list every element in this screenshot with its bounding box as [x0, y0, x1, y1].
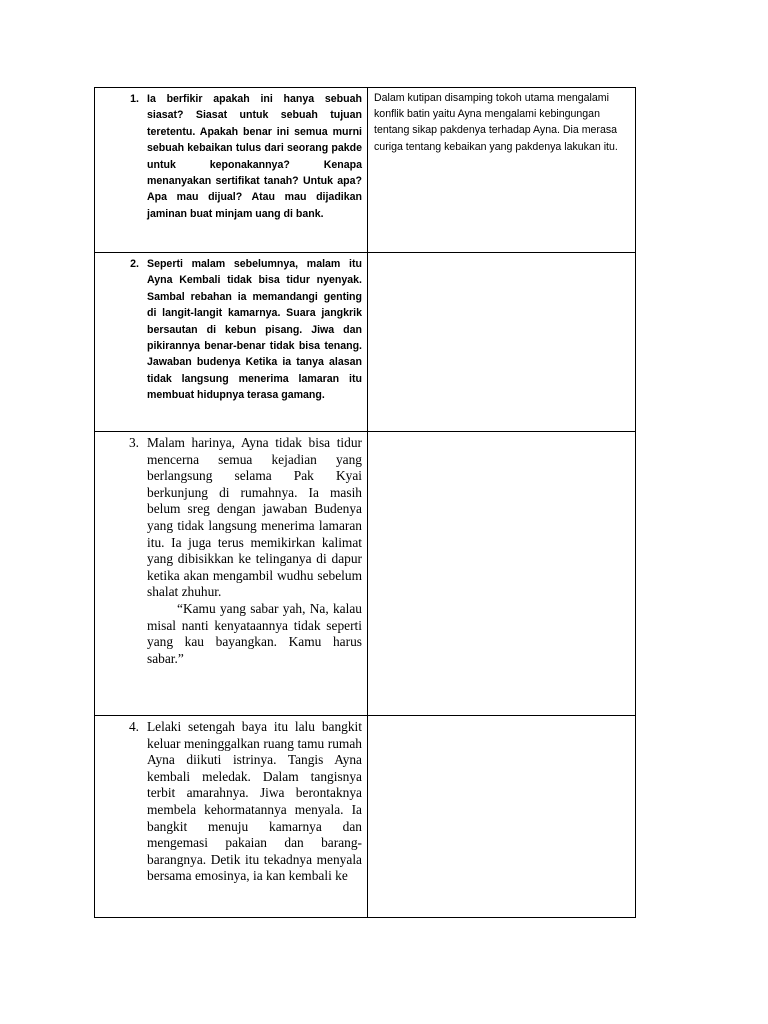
table-row: [95, 716, 636, 918]
excerpt-cell: [95, 253, 368, 432]
analysis-cell: [368, 432, 636, 716]
analysis-text: [368, 716, 635, 718]
excerpt-text-block: [147, 432, 362, 667]
excerpt-cell: [95, 716, 368, 918]
analysis-cell: [368, 88, 636, 253]
table-row: [95, 253, 636, 432]
analysis-text: Dalam kutipan disamping tokoh utama mengalami konflik batin yaitu Ayna mengalami kebingungan tentang sikap pakdenya terhadap Ayna. Dia merasa curiga tentang kebaikan yang pakdenya lakukan itu.: [374, 92, 618, 153]
excerpt-text: Lelaki setengah baya itu lalu bangkit keluar meninggalkan ruang tamu rumah Ayna diikuti istrinya. Tangis Ayna kembali meledak. Dalam tangisnya terbit amarahnya. Jiwa berontaknya membela kehormatannya menyala. Ia bangkit menuju kamarnya dan mengemasi pakaian dan barang-barangnya. Detik itu tekadnya menyala bersama emosinya, ia kan kembali ke: [147, 719, 362, 884]
row-number: 4.: [128, 719, 139, 734]
excerpt-text: Seperti malam sebelumnya, malam itu Ayna Kembali tidak bisa tidur nyenyak. Sambal rebahan ia memandangi genting di langit-langit kamarnya. Suara jangkrik bersautan di kebun pisang. Jiwa dan pikirannya benar-benar tidak bisa tenang. Jawaban budenya Ketika ia tanya alasan tidak langsung menerima lamaran itu membuat hidupnya terasa gamang.: [147, 258, 362, 402]
table-row: [95, 88, 636, 253]
excerpt-quote: “Kamu yang sabar yah, Na, kalau misal nanti kenyataannya tidak seperti yang kau bayangkan. Kamu harus sabar.”: [147, 600, 362, 666]
excerpt-cell: [95, 432, 368, 716]
row-number: 1.: [130, 93, 139, 105]
excerpt-text: Ia berfikir apakah ini hanya sebuah siasat? Siasat untuk sebuah tujuan teretentu. Apakah benar ini semua murni sebuah kebaikan tulus dari seorang pakde untuk keponakannya? Kenapa menanyakan sertifikat tanah? Untuk apa? Apa mau dijual? Atau mau dijadikan jaminan buat minjam uang di bank.: [147, 93, 362, 220]
row-number: 3.: [128, 435, 139, 450]
analysis-cell: [368, 716, 636, 918]
analysis-text: [368, 432, 635, 434]
analysis-table: [94, 87, 636, 918]
analysis-text: [368, 253, 635, 255]
excerpt-cell: [95, 88, 368, 253]
row-number: 2.: [130, 258, 139, 270]
excerpt-text: Malam harinya, Ayna tidak bisa tidur mencerna semua kejadian yang berlangsung selama Pak Kyai berkunjung di rumahnya. Ia masih belum sreg dengan jawaban Budenya yang tidak langsung menerima lamaran itu. Ia juga terus memikirkan kalimat yang dibisikkan ke telinganya di dapur ketika akan mengambil wudhu sebelum shalat zhuhur.: [147, 435, 362, 600]
table-row: [95, 432, 636, 716]
analysis-cell: [368, 253, 636, 432]
